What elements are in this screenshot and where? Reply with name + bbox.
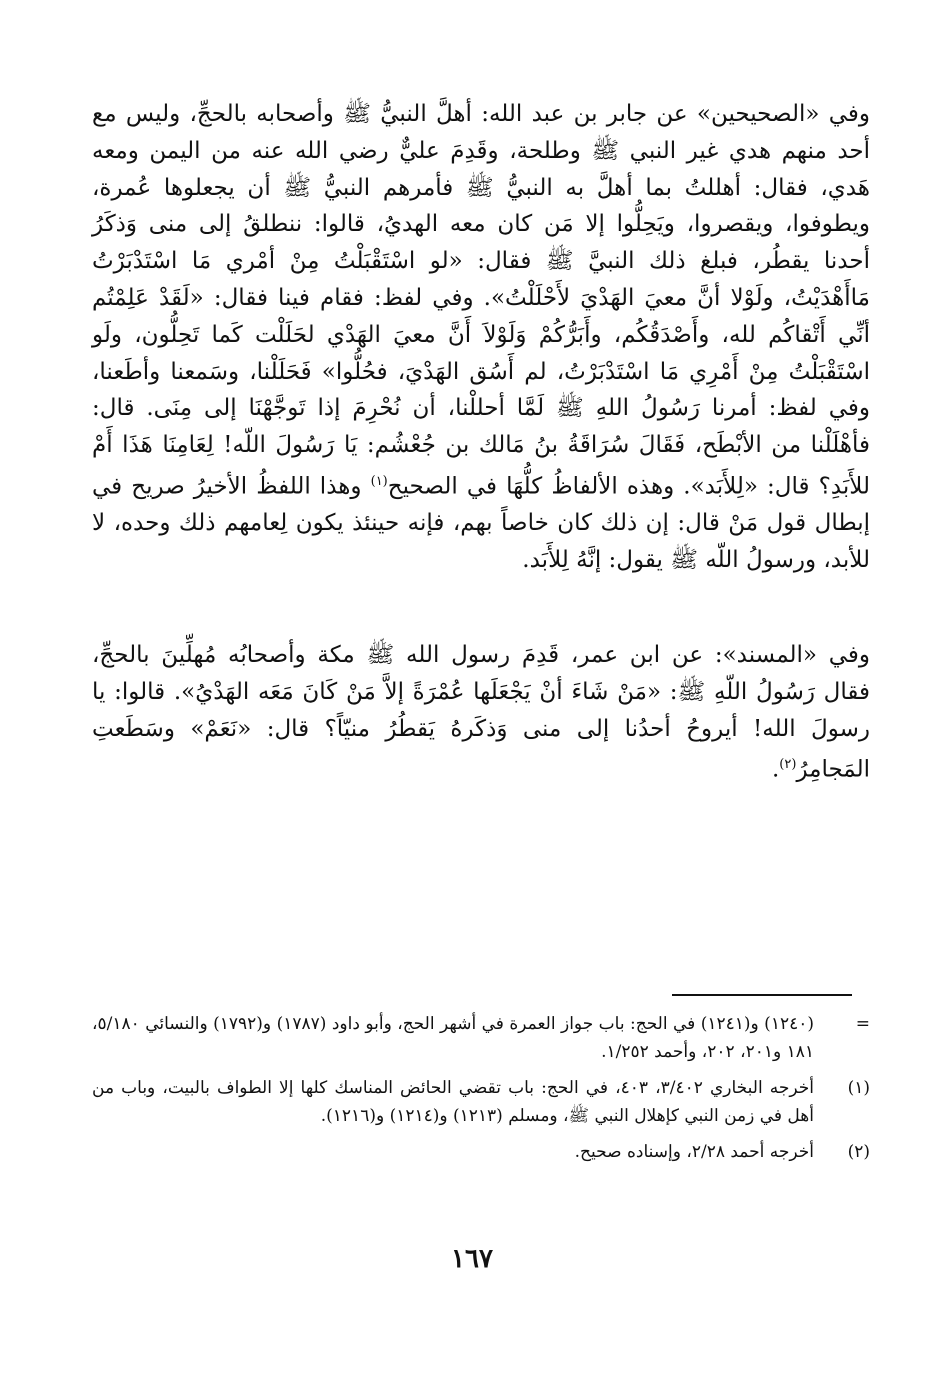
footnote-ref-2: (٢) [779, 757, 797, 773]
footnote-marker: (١) [847, 1078, 870, 1098]
footnote-marker: = [855, 1014, 870, 1034]
paragraph-text: وفي «المسند»: عن ابن عمر، قَدِمَ رسول الله ﷺ مكة وأصحابُه مُهلِّينَ بالحجِّ، فقال رَسُولُ اللّهِ ﷺ: «مَنْ شَاءَ أنْ يَجْعَلَها عُمْرَةً إلاَّ مَنْ كَانَ مَعَه الهَدْيُ». قالوا: يا رسولَ الله! أيروحُ أحدُنا إلى منى وَذكَرهُ يَقطُرُ منيّاً؟ قال: «نَعَمْ» وسَطَعتِ المَجامِرُ [92, 642, 870, 784]
footnote-text: أخرجه البخاري ٣/٤٠٢، ٤٠٣، في الحج: باب تقضي الحائض المناسك كلها إلا الطواف بالبيت، وباب من أهل في زمن النبي كإهلال النبي ﷺ، ومسلم (١٢١٣) و(١٢١٤) و(١٢١٦). [92, 1078, 814, 1126]
footnote-marker: (٢) [847, 1142, 870, 1162]
footnote-1 [92, 1074, 870, 1130]
paragraph-musnad [92, 637, 870, 789]
footnote-text: (١٢٤٠) و(١٢٤١) في الحج: باب جواز العمرة في أشهر الحج، وأبو داود (١٧٨٧) و(١٧٩٢) والنسائي ٥/١٨٠، ١٨١ و٢٠١، ٢٠٢، وأحمد ١/٢٥٢. [92, 1014, 814, 1062]
footnotes [92, 1010, 870, 1174]
footnote-continued [92, 1010, 870, 1066]
paragraph-text-end: وهذا اللفظُ الأخيرُ صريح في إبطال قول مَنْ قال: إن ذلك كان خاصاً بهم، فإنه حينئذ يكون لِعامهم ذلك وحده، لا للأبد، ورسولُ اللّه ﷺ يقول: إنَّهُ لِلأَبَد. [92, 473, 870, 574]
footnote-2 [92, 1138, 870, 1166]
footnote-ref-1: (١) [370, 473, 388, 489]
paragraph-text-end: . [771, 757, 780, 784]
paragraph-sahihayn [92, 96, 870, 579]
footnote-separator [672, 994, 852, 996]
paragraph-text: وفي «الصحيحين» عن جابر بن عبد الله: أهلَّ النبيُّ ﷺ وأصحابه بالحجِّ، وليس مع أحد منهم هدي غير النبي ﷺ وطلحة، وقَدِمَ عليٌّ رضي الله عنه من اليمن ومعه هَدي، فقال: أهللتُ بما أهلَّ به النبيُّ ﷺ فأمرهم النبيُّ ﷺ أن يجعلوها عُمرة، ويطوفوا، ويقصروا، ويَحِلُّوا إلا مَن كان معه الهديُ، قالوا: ننطلقُ إلى منى وَذكَرُ أحدنا يقطُر، فبلغ ذلك النبيَّ ﷺ فقال: «لو اسْتَقْبَلْتُ مِنْ أمْري مَا اسْتَدْبَرْتُ مَاأَهْدَيْتُ، ولَوْلا أنَّ معيَ الهَدْيَ لأَحْلَلْتُ». وفي لفظ: فقام فينا فقال: «لَقَدْ عَلِمْتُم أنِّي أَتْقاكُم لله، وأَصْدَقُكُم، وأَبَرُّكُمْ وَلَوْلاَ أَنَّ معيَ الهَدْي لحَلَلْت كَما تَحِلُّون، ولَو اسْتَقْبَلْتُ مِنْ أَمْرِي مَا اسْتَدْبَرْتُ، لم أَسُق الهَدْيَ، فحُلُّوا» فَحَلَلْنا، وسَمعنا وأطَعنا، وفي لفظ: أمرنا رَسُولُ اللهِ ﷺ لَمَّا أحللْنا، أن نُحْرِمَ إذا تَوجَّهْنَا إلى مِنَى. قال: فأهْلَلْنا من الأبْطَح، فَقَالَ سُرَاقَةُ بنُ مَالك بن جُعْشُم: يَا رَسُولَ اللّه! لِعَامِنَا هَذَا أَمْ للأَبَدِ؟ قال: «لِلأَبَد». وهذه الألفاظُ كلُّهَا في الصحيح [92, 101, 870, 500]
main-text [92, 96, 870, 789]
page-number: ١٦٧ [451, 1244, 493, 1274]
footnote-text: أخرجه أحمد ٢/٢٨، وإسناده صحيح. [574, 1142, 814, 1162]
